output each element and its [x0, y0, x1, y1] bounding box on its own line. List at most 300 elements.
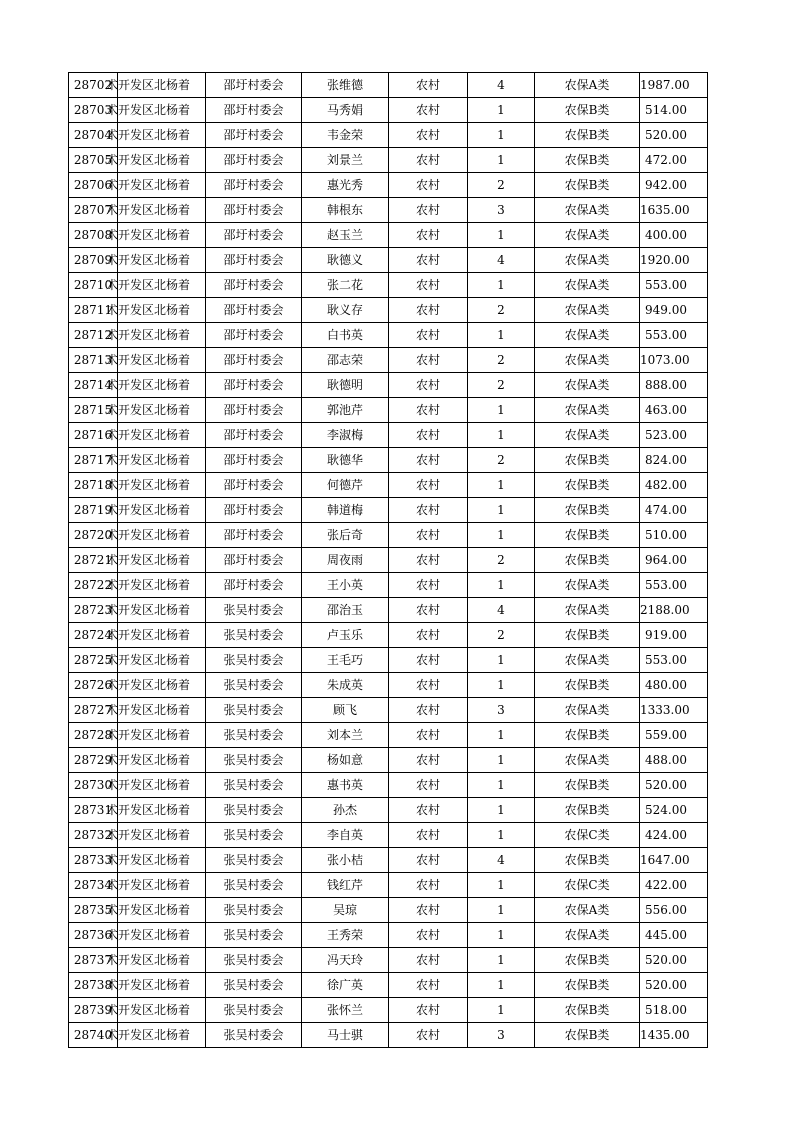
village-committee-cell: 邵圩村委会 — [206, 548, 302, 573]
table-row — [69, 223, 708, 248]
district-cell — [106, 548, 206, 573]
person-name-cell: 张小桔 — [302, 848, 389, 873]
amount-cell: 480.00 — [640, 673, 708, 698]
residence-type-cell: 农村 — [389, 523, 468, 548]
village-committee-cell: 张吴村委会 — [206, 948, 302, 973]
household-count-cell: 1 — [468, 998, 535, 1023]
table-row — [69, 298, 708, 323]
district-text: 术开发区北杨着 — [106, 353, 191, 367]
residence-type-cell: 农村 — [389, 798, 468, 823]
village-committee-cell: 邵圩村委会 — [206, 123, 302, 148]
person-name-cell: 王毛巧 — [302, 648, 389, 673]
record-id-cell: 28720 — [69, 523, 118, 548]
amount-cell: 1073.00 — [640, 348, 708, 373]
district-cell — [106, 398, 206, 423]
person-name-cell: 王小英 — [302, 573, 389, 598]
residence-type-cell: 农村 — [389, 898, 468, 923]
table-row — [69, 923, 708, 948]
district-text: 术开发区北杨着 — [106, 1003, 191, 1017]
table-row — [69, 448, 708, 473]
record-id-cell: 28738 — [69, 973, 118, 998]
record-id-cell: 28714 — [69, 373, 118, 398]
village-committee-cell: 张吴村委会 — [206, 723, 302, 748]
person-name-cell: 钱红芹 — [302, 873, 389, 898]
district-text: 术开发区北杨着 — [106, 428, 191, 442]
amount-cell: 488.00 — [640, 748, 708, 773]
amount-cell: 520.00 — [640, 973, 708, 998]
insurance-category-cell: 农保B类 — [535, 723, 640, 748]
village-committee-cell: 张吴村委会 — [206, 623, 302, 648]
residence-type-cell: 农村 — [389, 1023, 468, 1048]
village-committee-cell: 邵圩村委会 — [206, 248, 302, 273]
household-count-cell: 3 — [468, 1023, 535, 1048]
district-cell — [106, 473, 206, 498]
district-text: 术开发区北杨着 — [106, 703, 191, 717]
residence-type-cell: 农村 — [389, 298, 468, 323]
insurance-category-cell: 农保A类 — [535, 223, 640, 248]
district-cell — [106, 223, 206, 248]
district-cell — [106, 698, 206, 723]
district-cell — [106, 173, 206, 198]
household-count-cell: 1 — [468, 923, 535, 948]
table-row — [69, 398, 708, 423]
district-text: 术开发区北杨着 — [106, 828, 191, 842]
household-count-cell: 1 — [468, 523, 535, 548]
village-committee-cell: 邵圩村委会 — [206, 298, 302, 323]
amount-cell: 1920.00 — [640, 248, 708, 273]
household-count-cell: 1 — [468, 948, 535, 973]
district-cell — [106, 848, 206, 873]
village-committee-cell: 邵圩村委会 — [206, 323, 302, 348]
table-row — [69, 323, 708, 348]
amount-cell: 523.00 — [640, 423, 708, 448]
insurance-category-cell: 农保B类 — [535, 848, 640, 873]
village-committee-cell: 邵圩村委会 — [206, 473, 302, 498]
record-id-cell: 28709 — [69, 248, 118, 273]
household-count-cell: 1 — [468, 123, 535, 148]
amount-cell: 1635.00 — [640, 198, 708, 223]
table-row — [69, 748, 708, 773]
amount-cell: 424.00 — [640, 823, 708, 848]
district-text: 术开发区北杨着 — [106, 1028, 191, 1042]
household-count-cell: 1 — [468, 223, 535, 248]
record-id-cell: 28733 — [69, 848, 118, 873]
household-count-cell: 1 — [468, 498, 535, 523]
village-committee-cell: 邵圩村委会 — [206, 273, 302, 298]
record-id-cell: 28711 — [69, 298, 118, 323]
district-text: 术开发区北杨着 — [106, 453, 191, 467]
person-name-cell: 朱成英 — [302, 673, 389, 698]
district-cell — [106, 98, 206, 123]
residence-type-cell: 农村 — [389, 548, 468, 573]
village-committee-cell: 邵圩村委会 — [206, 398, 302, 423]
person-name-cell: 张二花 — [302, 273, 389, 298]
residence-type-cell: 农村 — [389, 598, 468, 623]
household-count-cell: 2 — [468, 298, 535, 323]
village-committee-cell: 邵圩村委会 — [206, 148, 302, 173]
village-committee-cell: 邵圩村委会 — [206, 523, 302, 548]
person-name-cell: 韦金荣 — [302, 123, 389, 148]
district-cell — [106, 298, 206, 323]
insurance-category-cell: 农保B类 — [535, 1023, 640, 1048]
insurance-category-cell: 农保A类 — [535, 323, 640, 348]
household-count-cell: 2 — [468, 373, 535, 398]
record-id-cell: 28704 — [69, 123, 118, 148]
district-cell — [106, 273, 206, 298]
residence-type-cell: 农村 — [389, 498, 468, 523]
district-cell — [106, 598, 206, 623]
residence-type-cell: 农村 — [389, 123, 468, 148]
amount-cell: 1987.00 — [640, 73, 708, 98]
district-cell — [106, 423, 206, 448]
residence-type-cell: 农村 — [389, 673, 468, 698]
amount-cell: 474.00 — [640, 498, 708, 523]
record-id-cell: 28723 — [69, 598, 118, 623]
record-id-cell: 28712 — [69, 323, 118, 348]
person-name-cell: 马士骐 — [302, 1023, 389, 1048]
residence-type-cell: 农村 — [389, 223, 468, 248]
insurance-category-cell: 农保B类 — [535, 448, 640, 473]
amount-cell: 964.00 — [640, 548, 708, 573]
household-count-cell: 1 — [468, 398, 535, 423]
amount-cell: 949.00 — [640, 298, 708, 323]
table-row — [69, 823, 708, 848]
village-committee-cell: 张吴村委会 — [206, 873, 302, 898]
record-id-cell: 28731 — [69, 798, 118, 823]
village-committee-cell: 邵圩村委会 — [206, 198, 302, 223]
person-name-cell: 赵玉兰 — [302, 223, 389, 248]
amount-cell: 919.00 — [640, 623, 708, 648]
district-text: 术开发区北杨着 — [106, 378, 191, 392]
insurance-category-cell: 农保B类 — [535, 673, 640, 698]
insurance-category-cell: 农保B类 — [535, 773, 640, 798]
person-name-cell: 耿德义 — [302, 248, 389, 273]
household-count-cell: 2 — [468, 548, 535, 573]
table-row — [69, 673, 708, 698]
person-name-cell: 杨如意 — [302, 748, 389, 773]
table-row — [69, 473, 708, 498]
record-id-cell: 28702 — [69, 73, 118, 98]
person-name-cell: 白书英 — [302, 323, 389, 348]
district-cell — [106, 323, 206, 348]
household-count-cell: 1 — [468, 723, 535, 748]
district-text: 术开发区北杨着 — [106, 128, 191, 142]
household-count-cell: 2 — [468, 448, 535, 473]
household-count-cell: 1 — [468, 473, 535, 498]
district-cell — [106, 798, 206, 823]
district-text: 术开发区北杨着 — [106, 78, 191, 92]
district-text: 术开发区北杨着 — [106, 953, 191, 967]
person-name-cell: 惠书英 — [302, 773, 389, 798]
village-committee-cell: 邵圩村委会 — [206, 498, 302, 523]
insurance-category-cell: 农保A类 — [535, 398, 640, 423]
residence-type-cell: 农村 — [389, 98, 468, 123]
village-committee-cell: 张吴村委会 — [206, 673, 302, 698]
insurance-category-cell: 农保A类 — [535, 373, 640, 398]
district-text: 术开发区北杨着 — [106, 803, 191, 817]
table-row — [69, 523, 708, 548]
district-cell — [106, 198, 206, 223]
insurance-category-cell: 农保A类 — [535, 573, 640, 598]
household-count-cell: 1 — [468, 773, 535, 798]
residence-type-cell: 农村 — [389, 748, 468, 773]
record-id-cell: 28706 — [69, 173, 118, 198]
amount-cell: 472.00 — [640, 148, 708, 173]
person-name-cell: 韩道梅 — [302, 498, 389, 523]
residence-type-cell: 农村 — [389, 998, 468, 1023]
district-cell — [106, 998, 206, 1023]
insurance-category-cell: 农保A类 — [535, 598, 640, 623]
village-committee-cell: 邵圩村委会 — [206, 448, 302, 473]
village-committee-cell: 邵圩村委会 — [206, 73, 302, 98]
record-id-cell: 28715 — [69, 398, 118, 423]
district-cell — [106, 573, 206, 598]
village-committee-cell: 张吴村委会 — [206, 773, 302, 798]
village-committee-cell: 张吴村委会 — [206, 973, 302, 998]
amount-cell: 824.00 — [640, 448, 708, 473]
district-cell — [106, 373, 206, 398]
district-text: 术开发区北杨着 — [106, 678, 191, 692]
person-name-cell: 张怀兰 — [302, 998, 389, 1023]
residence-type-cell: 农村 — [389, 173, 468, 198]
residence-type-cell: 农村 — [389, 873, 468, 898]
record-id-cell: 28721 — [69, 548, 118, 573]
village-committee-cell: 张吴村委会 — [206, 648, 302, 673]
residence-type-cell: 农村 — [389, 723, 468, 748]
district-cell — [106, 673, 206, 698]
person-name-cell: 耿德明 — [302, 373, 389, 398]
record-id-cell: 28725 — [69, 648, 118, 673]
person-name-cell: 耿义存 — [302, 298, 389, 323]
residence-type-cell: 农村 — [389, 448, 468, 473]
table-row — [69, 273, 708, 298]
residence-type-cell: 农村 — [389, 648, 468, 673]
residence-type-cell: 农村 — [389, 273, 468, 298]
amount-cell: 553.00 — [640, 573, 708, 598]
record-id-cell: 28722 — [69, 573, 118, 598]
record-id-cell: 28707 — [69, 198, 118, 223]
village-committee-cell: 张吴村委会 — [206, 598, 302, 623]
record-id-cell: 28739 — [69, 998, 118, 1023]
village-committee-cell: 张吴村委会 — [206, 923, 302, 948]
table-body — [69, 73, 708, 1048]
household-count-cell: 1 — [468, 648, 535, 673]
residence-type-cell: 农村 — [389, 698, 468, 723]
village-committee-cell: 邵圩村委会 — [206, 373, 302, 398]
district-text: 术开发区北杨着 — [106, 753, 191, 767]
amount-cell: 422.00 — [640, 873, 708, 898]
village-committee-cell: 邵圩村委会 — [206, 348, 302, 373]
table-row — [69, 1023, 708, 1048]
amount-cell: 556.00 — [640, 898, 708, 923]
person-name-cell: 李淑梅 — [302, 423, 389, 448]
village-committee-cell: 张吴村委会 — [206, 1023, 302, 1048]
village-committee-cell: 张吴村委会 — [206, 823, 302, 848]
person-name-cell: 吴琼 — [302, 898, 389, 923]
amount-cell: 2188.00 — [640, 598, 708, 623]
residence-type-cell: 农村 — [389, 348, 468, 373]
district-text: 术开发区北杨着 — [106, 503, 191, 517]
person-name-cell: 周夜雨 — [302, 548, 389, 573]
district-text: 术开发区北杨着 — [106, 478, 191, 492]
insurance-category-cell: 农保A类 — [535, 923, 640, 948]
district-text: 术开发区北杨着 — [106, 978, 191, 992]
table-row — [69, 973, 708, 998]
insurance-category-cell: 农保A类 — [535, 248, 640, 273]
table-row — [69, 623, 708, 648]
district-cell — [106, 948, 206, 973]
person-name-cell: 张后奇 — [302, 523, 389, 548]
person-name-cell: 张维德 — [302, 73, 389, 98]
district-text: 术开发区北杨着 — [106, 228, 191, 242]
district-cell — [106, 448, 206, 473]
person-name-cell: 郭池芹 — [302, 398, 389, 423]
record-id-cell: 28730 — [69, 773, 118, 798]
record-id-cell: 28718 — [69, 473, 118, 498]
record-id-cell: 28728 — [69, 723, 118, 748]
household-count-cell: 3 — [468, 698, 535, 723]
residence-type-cell: 农村 — [389, 248, 468, 273]
village-committee-cell: 邵圩村委会 — [206, 573, 302, 598]
residence-type-cell: 农村 — [389, 73, 468, 98]
record-id-cell: 28729 — [69, 748, 118, 773]
table-row — [69, 773, 708, 798]
district-text: 术开发区北杨着 — [106, 303, 191, 317]
person-name-cell: 邵志荣 — [302, 348, 389, 373]
district-cell — [106, 923, 206, 948]
district-text: 术开发区北杨着 — [106, 403, 191, 417]
district-text: 术开发区北杨着 — [106, 878, 191, 892]
insurance-category-cell: 农保B类 — [535, 498, 640, 523]
person-name-cell: 惠光秀 — [302, 173, 389, 198]
residence-type-cell: 农村 — [389, 323, 468, 348]
record-id-cell: 28713 — [69, 348, 118, 373]
village-committee-cell: 张吴村委会 — [206, 898, 302, 923]
table-row — [69, 648, 708, 673]
residence-type-cell: 农村 — [389, 773, 468, 798]
district-cell — [106, 123, 206, 148]
insurance-category-cell: 农保A类 — [535, 198, 640, 223]
amount-cell: 1647.00 — [640, 848, 708, 873]
amount-cell: 553.00 — [640, 648, 708, 673]
district-text: 术开发区北杨着 — [106, 178, 191, 192]
record-id-cell: 28719 — [69, 498, 118, 523]
table-row — [69, 498, 708, 523]
person-name-cell: 冯天玲 — [302, 948, 389, 973]
table-row — [69, 698, 708, 723]
amount-cell: 888.00 — [640, 373, 708, 398]
table-row — [69, 548, 708, 573]
insurance-category-cell: 农保B类 — [535, 548, 640, 573]
amount-cell: 400.00 — [640, 223, 708, 248]
amount-cell: 559.00 — [640, 723, 708, 748]
table-row — [69, 848, 708, 873]
household-count-cell: 1 — [468, 823, 535, 848]
household-count-cell: 1 — [468, 573, 535, 598]
amount-cell: 1435.00 — [640, 1023, 708, 1048]
subsidy-table — [68, 72, 708, 1048]
district-cell — [106, 873, 206, 898]
district-cell — [106, 723, 206, 748]
residence-type-cell: 农村 — [389, 823, 468, 848]
district-text: 术开发区北杨着 — [106, 203, 191, 217]
person-name-cell: 卢玉乐 — [302, 623, 389, 648]
record-id-cell: 28716 — [69, 423, 118, 448]
table-row — [69, 348, 708, 373]
district-text: 术开发区北杨着 — [106, 278, 191, 292]
table-row — [69, 173, 708, 198]
table-row — [69, 98, 708, 123]
insurance-category-cell: 农保B类 — [535, 123, 640, 148]
household-count-cell: 1 — [468, 323, 535, 348]
insurance-category-cell: 农保A类 — [535, 698, 640, 723]
table-row — [69, 148, 708, 173]
table-row — [69, 423, 708, 448]
table-row — [69, 123, 708, 148]
insurance-category-cell: 农保B类 — [535, 623, 640, 648]
person-name-cell: 何德芹 — [302, 473, 389, 498]
district-text: 术开发区北杨着 — [106, 553, 191, 567]
district-cell — [106, 498, 206, 523]
household-count-cell: 4 — [468, 848, 535, 873]
record-id-cell: 28734 — [69, 873, 118, 898]
amount-cell: 553.00 — [640, 323, 708, 348]
residence-type-cell: 农村 — [389, 423, 468, 448]
record-id-cell: 28724 — [69, 623, 118, 648]
village-committee-cell: 邵圩村委会 — [206, 173, 302, 198]
amount-cell: 518.00 — [640, 998, 708, 1023]
insurance-category-cell: 农保B类 — [535, 173, 640, 198]
person-name-cell: 徐广英 — [302, 973, 389, 998]
person-name-cell: 韩根东 — [302, 198, 389, 223]
residence-type-cell: 农村 — [389, 473, 468, 498]
household-count-cell: 1 — [468, 98, 535, 123]
household-count-cell: 1 — [468, 673, 535, 698]
village-committee-cell: 张吴村委会 — [206, 748, 302, 773]
district-cell — [106, 823, 206, 848]
household-count-cell: 1 — [468, 273, 535, 298]
district-cell — [106, 73, 206, 98]
residence-type-cell: 农村 — [389, 923, 468, 948]
person-name-cell: 孙杰 — [302, 798, 389, 823]
district-cell — [106, 973, 206, 998]
household-count-cell: 4 — [468, 248, 535, 273]
district-cell — [106, 148, 206, 173]
district-text: 术开发区北杨着 — [106, 653, 191, 667]
district-cell — [106, 248, 206, 273]
district-text: 术开发区北杨着 — [106, 903, 191, 917]
table-row — [69, 723, 708, 748]
residence-type-cell: 农村 — [389, 198, 468, 223]
district-text: 术开发区北杨着 — [106, 253, 191, 267]
insurance-category-cell: 农保A类 — [535, 273, 640, 298]
amount-cell: 510.00 — [640, 523, 708, 548]
insurance-category-cell: 农保B类 — [535, 523, 640, 548]
household-count-cell: 1 — [468, 973, 535, 998]
record-id-cell: 28703 — [69, 98, 118, 123]
person-name-cell: 马秀娟 — [302, 98, 389, 123]
district-text: 术开发区北杨着 — [106, 603, 191, 617]
village-committee-cell: 张吴村委会 — [206, 698, 302, 723]
district-cell — [106, 348, 206, 373]
person-name-cell: 李自英 — [302, 823, 389, 848]
residence-type-cell: 农村 — [389, 973, 468, 998]
record-id-cell: 28740 — [69, 1023, 118, 1048]
amount-cell: 514.00 — [640, 98, 708, 123]
table-row — [69, 873, 708, 898]
district-text: 术开发区北杨着 — [106, 853, 191, 867]
amount-cell: 482.00 — [640, 473, 708, 498]
